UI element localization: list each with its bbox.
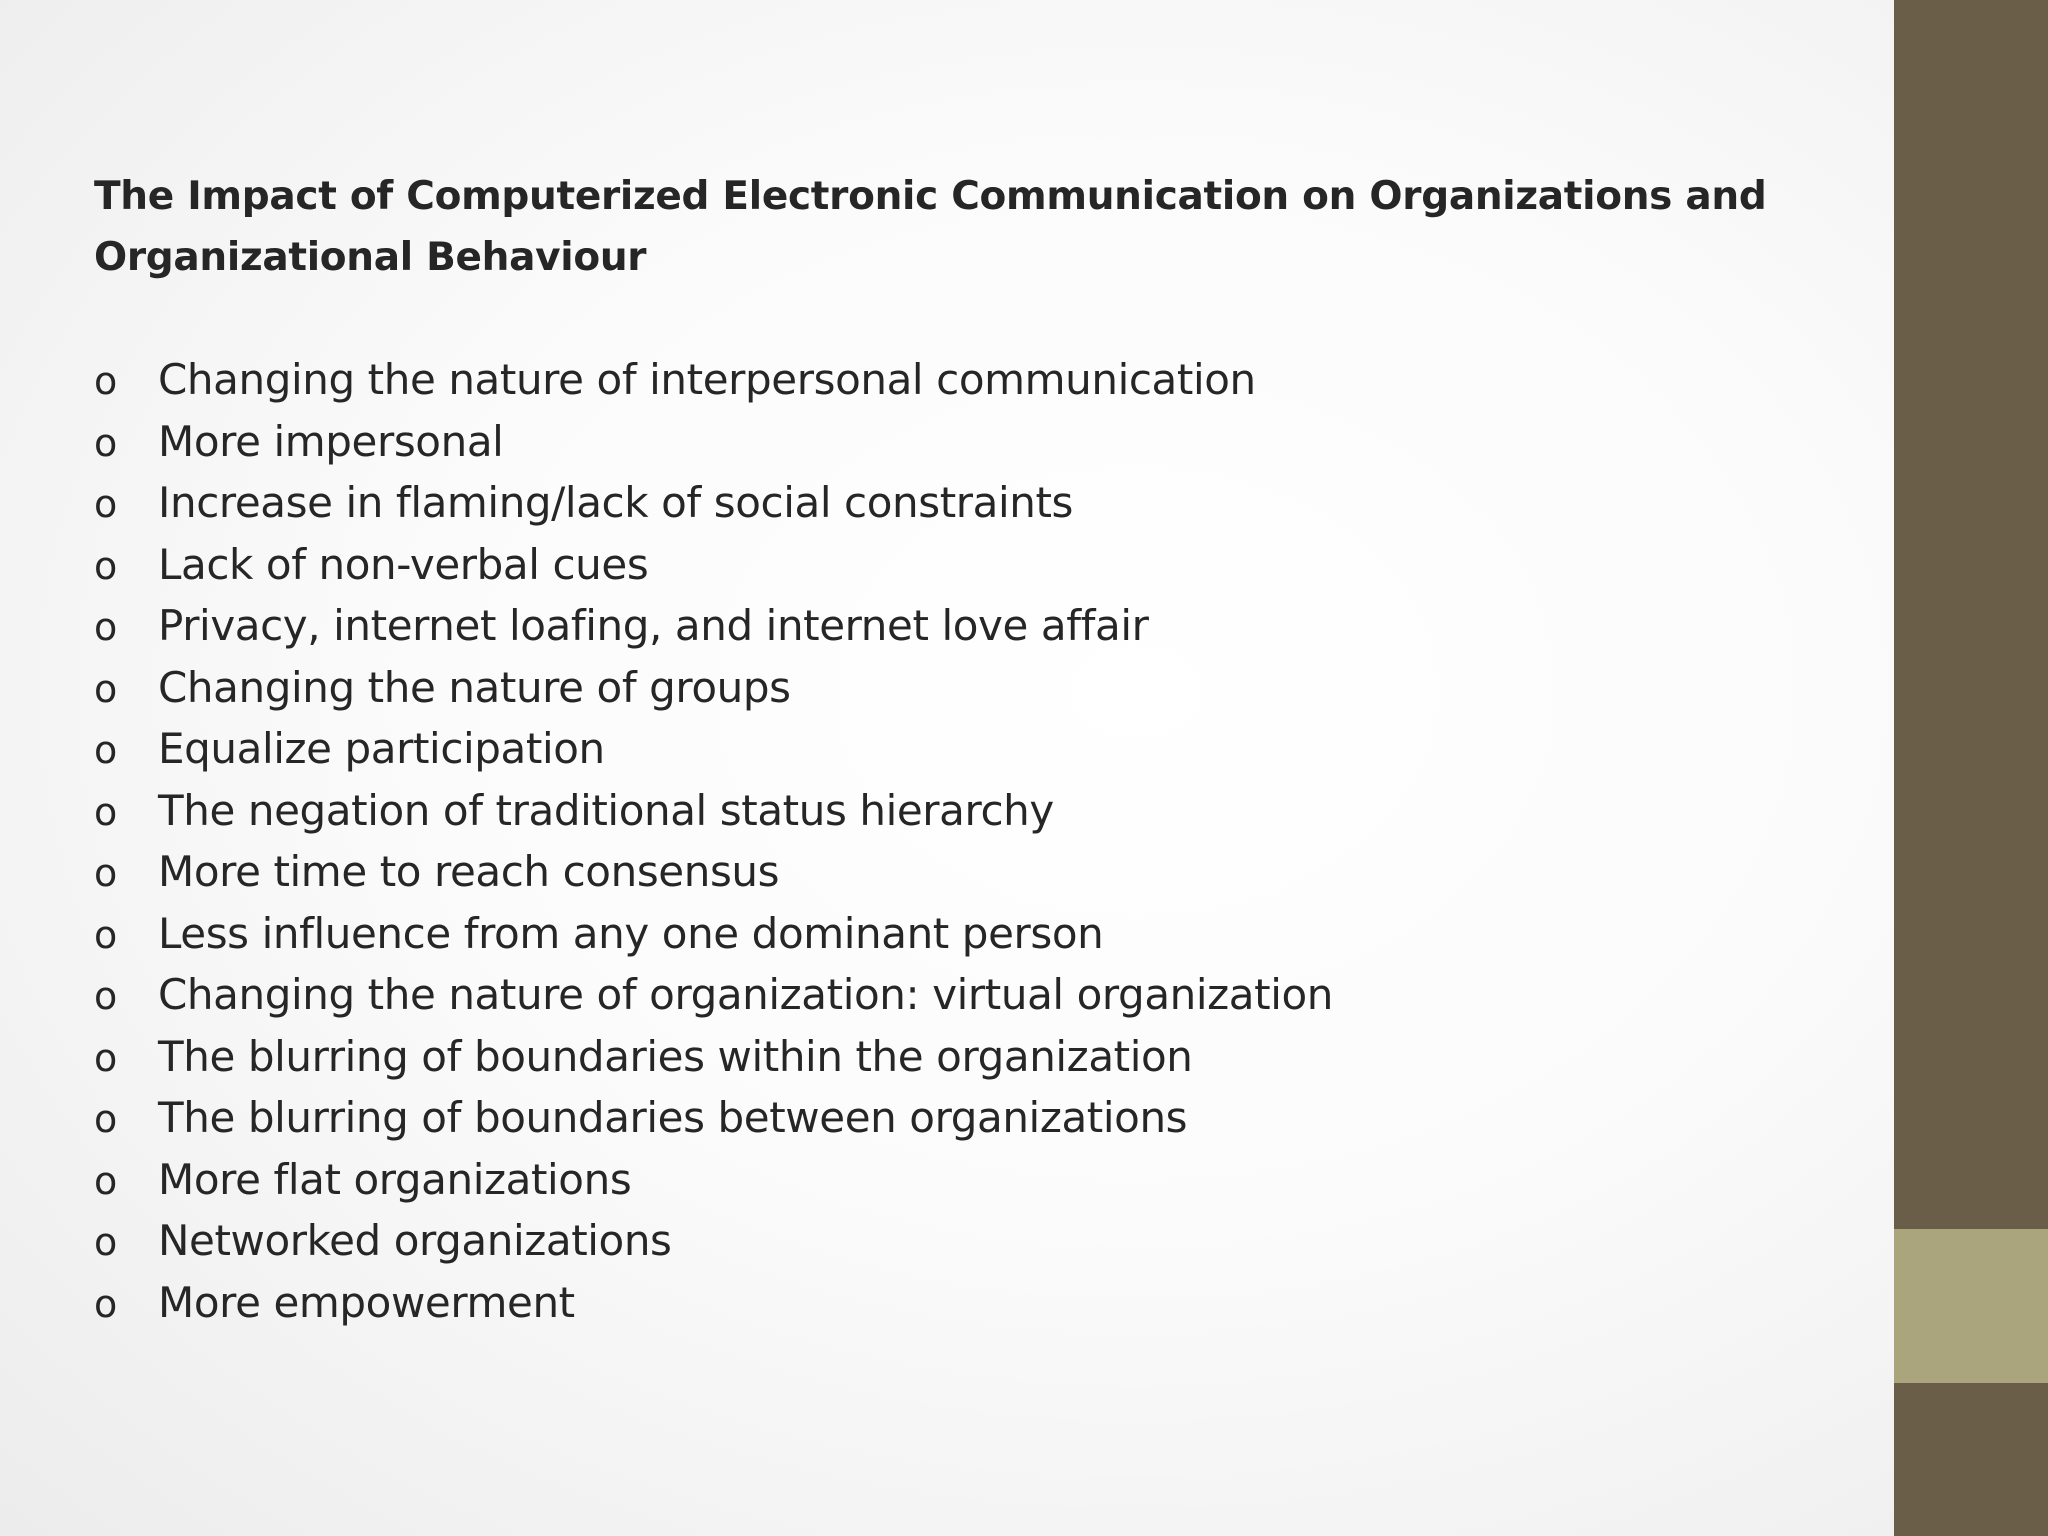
bullet-icon: o <box>94 1158 117 1203</box>
bullet-icon: o <box>94 1035 117 1080</box>
list-item <box>94 411 1333 473</box>
bullet-icon: o <box>94 1281 117 1326</box>
list-item-text: Less influence from any one dominant person <box>158 908 1104 958</box>
list-item-text: Changing the nature of interpersonal communication <box>158 355 1256 404</box>
list-item-text: Lack of non-verbal cues <box>158 539 649 589</box>
bullet-icon: o <box>94 543 117 588</box>
bullet-list <box>94 349 1333 1333</box>
list-item <box>94 964 1333 1026</box>
list-item-text: Networked organizations <box>158 1216 672 1265</box>
list-item <box>94 534 1333 596</box>
list-item-text: The blurring of boundaries between organizations <box>158 1093 1188 1142</box>
list-item-text: More flat organizations <box>158 1154 632 1204</box>
list-item-text: More impersonal <box>158 416 504 466</box>
bullet-icon: o <box>94 912 117 957</box>
list-item <box>94 780 1333 842</box>
bullet-icon: o <box>94 605 117 649</box>
list-item-text: Changing the nature of organization: virtual organization <box>158 970 1333 1019</box>
list-item-text: The blurring of boundaries within the organization <box>158 1031 1193 1081</box>
bullet-icon: o <box>94 974 117 1018</box>
bullet-icon: o <box>94 1097 117 1141</box>
bullet-icon: o <box>94 789 117 834</box>
bullet-icon: o <box>94 851 117 895</box>
side-accent-block <box>1894 1229 2048 1383</box>
list-item <box>94 472 1333 534</box>
list-item-text: Changing the nature of groups <box>158 662 791 712</box>
bullet-icon: o <box>94 666 117 711</box>
list-item <box>94 1087 1333 1149</box>
list-item-text: More time to reach consensus <box>158 847 780 896</box>
list-item <box>94 841 1333 903</box>
list-item-text: Increase in flaming/lack of social constraints <box>158 478 1074 527</box>
list-item-text: Equalize participation <box>158 724 605 773</box>
list-item <box>94 657 1333 719</box>
list-item <box>94 718 1333 780</box>
list-item-text: More empowerment <box>158 1277 575 1327</box>
list-item <box>94 903 1333 965</box>
bullet-icon: o <box>94 482 117 526</box>
bullet-icon: o <box>94 359 117 403</box>
bullet-icon: o <box>94 420 117 465</box>
bullet-icon: o <box>94 1220 117 1264</box>
list-item <box>94 1272 1333 1334</box>
list-item-text: Privacy, internet loafing, and internet love affair <box>158 601 1149 650</box>
list-item <box>94 1026 1333 1088</box>
list-item-text: The negation of traditional status hierarchy <box>158 785 1054 835</box>
list-item <box>94 349 1333 411</box>
bullet-icon: o <box>94 728 117 772</box>
list-item <box>94 1210 1333 1272</box>
slide-title: The Impact of Computerized Electronic Communication on Organizations and Organizational Behaviour <box>94 174 1767 280</box>
list-item <box>94 595 1333 657</box>
list-item <box>94 1149 1333 1211</box>
